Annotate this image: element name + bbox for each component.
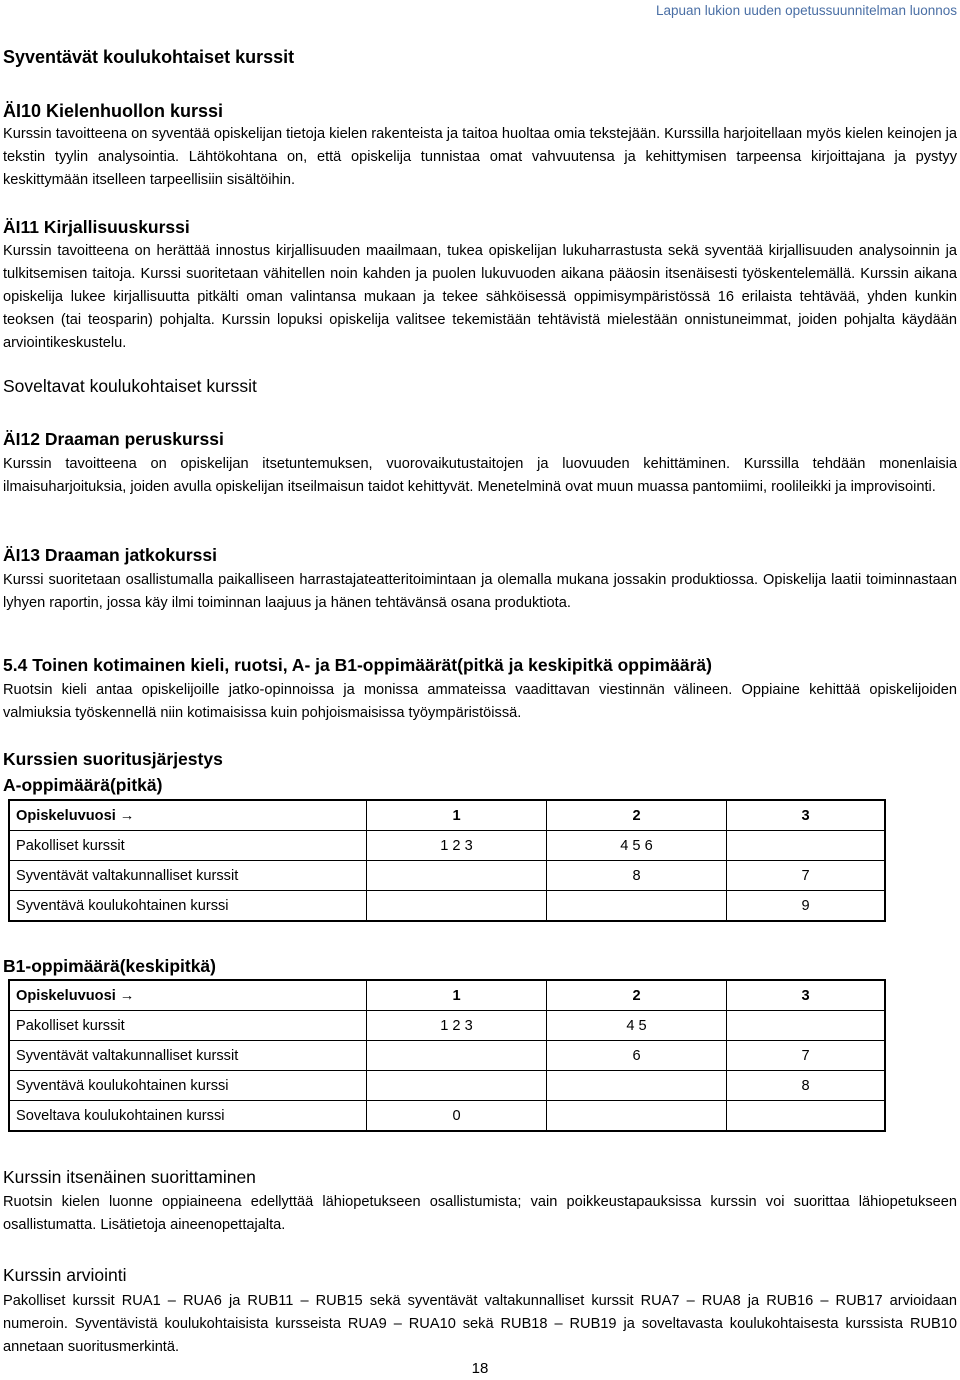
table-row bbox=[9, 831, 885, 861]
table-row bbox=[9, 891, 885, 922]
table-cell: 6 bbox=[547, 1041, 727, 1071]
heading-5-4: 5.4 Toinen kotimainen kieli, ruotsi, A- ja B1-oppimäärät(pitkä ja keskipitkä oppimäärä) bbox=[3, 655, 712, 675]
table-cell: 1 bbox=[367, 980, 547, 1011]
heading-arviointi: Kurssin arviointi bbox=[3, 1265, 127, 1285]
table-cell: 4 5 6 bbox=[547, 831, 727, 861]
table-cell bbox=[727, 831, 886, 861]
heading-ai12: ÄI12 Draaman peruskurssi bbox=[3, 429, 224, 449]
heading-soveltavat: Soveltavat koulukohtaiset kurssit bbox=[3, 376, 257, 396]
paragraph-ai12-text: Kurssin tavoitteena on opiskelijan itsetuntemuksen, vuorovaikutustaitojen ja luovuuden kehittäminen. Kurssilla tehdään monenlaisia ilmaisuharjoituksia, joiden avulla opiskelijan itseilmaisun taidot kehittyvät. Menetelminä ovat muun muassa pantomiimi, roolileikki ja improvisointi. bbox=[3, 456, 957, 495]
heading-ai13: ÄI13 Draaman jatkokurssi bbox=[3, 545, 217, 565]
table-row bbox=[9, 1071, 885, 1101]
paragraph-ai12 bbox=[3, 453, 957, 499]
heading-b1-oppimaara: B1-oppimäärä(keskipitkä) bbox=[3, 956, 216, 976]
table-cell: 8 bbox=[727, 1071, 886, 1101]
table-cell: 1 bbox=[367, 800, 547, 831]
heading-syventavat: Syventävät koulukohtaiset kurssit bbox=[3, 47, 295, 67]
table-a-oppimaara bbox=[8, 799, 886, 922]
table-row bbox=[9, 1101, 885, 1132]
paragraph-arviointi bbox=[3, 1290, 957, 1359]
running-header: Lapuan lukion uuden opetussuunnitelman luonnos bbox=[656, 3, 957, 18]
table-cell: Opiskeluvuosi → bbox=[9, 800, 367, 831]
heading-ai11: ÄI11 Kirjallisuuskurssi bbox=[3, 217, 190, 237]
paragraph-arviointi-text: Pakolliset kurssit RUA1 – RUA6 ja RUB11 – RUB15 sekä syventävät valtakunnalliset kurssit RUA7 – RUA8 ja RUB16 – RUB17 arvioidaan numeroin. Syventävistä koulukohtaisista kursseista RUA9 – RUA10 sekä RUB18 – RUB19 ja soveltavasta koulukohtaisesta kurssista RUB10 annetaan suoritusmerkintä. bbox=[3, 1293, 957, 1355]
table-cell: 9 bbox=[727, 891, 886, 922]
paragraph-ai13 bbox=[3, 569, 957, 615]
heading-suoritusjarjestys: Kurssien suoritusjärjestys bbox=[3, 749, 223, 769]
paragraph-5-4 bbox=[3, 679, 957, 725]
table-row bbox=[9, 861, 885, 891]
paragraph-itsenainen bbox=[3, 1191, 957, 1237]
table-cell: 1 2 3 bbox=[367, 831, 547, 861]
table-row bbox=[9, 1011, 885, 1041]
page-number: 18 bbox=[471, 1360, 489, 1377]
table-cell: Syventävät valtakunnalliset kurssit bbox=[9, 1041, 367, 1071]
table-cell bbox=[367, 1041, 547, 1071]
table-cell: 4 5 bbox=[547, 1011, 727, 1041]
table-cell bbox=[547, 891, 727, 922]
table-cell bbox=[547, 1071, 727, 1101]
paragraph-ai13-text: Kurssi suoritetaan osallistumalla paikalliseen harrastajateatteritoimintaan ja olemalla mukana jossakin produktiossa. Opiskelija laatii toiminnastaan lyhyen raportin, jossa käy ilmi toiminnan laajuus ja hänen tehtävänsä osana produktiota. bbox=[3, 572, 957, 611]
table-cell: Opiskeluvuosi → bbox=[9, 980, 367, 1011]
table-cell: 2 bbox=[547, 980, 727, 1011]
table-cell: 2 bbox=[547, 800, 727, 831]
table-b1-oppimaara bbox=[8, 979, 886, 1132]
table-cell: 1 2 3 bbox=[367, 1011, 547, 1041]
table-cell: 3 bbox=[727, 800, 886, 831]
table-b-header-row bbox=[9, 980, 885, 1011]
table-cell: Pakolliset kurssit bbox=[9, 831, 367, 861]
table-cell: 7 bbox=[727, 861, 886, 891]
table-cell: Syventävä koulukohtainen kurssi bbox=[9, 891, 367, 922]
table-cell: 8 bbox=[547, 861, 727, 891]
paragraph-ai10 bbox=[3, 123, 957, 192]
paragraph-itsenainen-text: Ruotsin kielen luonne oppiaineena edellyttää lähiopetukseen osallistumista; vain poikkeustapauksissa kurssin voi suorittaa lähiopetukseen osallistumatta. Lisätietoja aineenopettajalta. bbox=[3, 1194, 957, 1233]
table-cell: 3 bbox=[727, 980, 886, 1011]
table-cell bbox=[727, 1011, 886, 1041]
heading-a-oppimaara: A-oppimäärä(pitkä) bbox=[3, 775, 163, 795]
table-cell: Syventävät valtakunnalliset kurssit bbox=[9, 861, 367, 891]
table-cell bbox=[367, 1071, 547, 1101]
heading-itsenainen: Kurssin itsenäinen suorittaminen bbox=[3, 1167, 256, 1187]
table-cell: Syventävä koulukohtainen kurssi bbox=[9, 1071, 367, 1101]
table-cell: 7 bbox=[727, 1041, 886, 1071]
table-row bbox=[9, 1041, 885, 1071]
heading-ai10: ÄI10 Kielenhuollon kurssi bbox=[3, 101, 224, 121]
table-cell bbox=[367, 891, 547, 922]
table-cell: Pakolliset kurssit bbox=[9, 1011, 367, 1041]
table-cell: Soveltava koulukohtainen kurssi bbox=[9, 1101, 367, 1132]
paragraph-ai11-text: Kurssin tavoitteena on herättää innostus kirjallisuuden maailmaan, tukea opiskelijan lukuharrastusta sekä syventää kirjallisuuden analysoinnin ja tulkitsemisen taitoja. Kurssi suoritetaan vähitellen noin kahden ja puolen lukuvuoden aikana pääosin itsenäisesti työskentelemällä. Kurssin aikana opiskelija lukee kirjallisuutta pitkälti oman valintansa mukaan ja tekee sähköisessä oppimisympäristössä 16 erilaista tehtävää, yhden kunkin teoksen (tai teosparin) pohjalta. Kurssin lopuksi opiskelija valitsee tekemistään tehtävistä mielestään onnistuneimmat, joiden pohjalta käydään arviointikeskustelu. bbox=[3, 243, 957, 351]
table-cell bbox=[367, 861, 547, 891]
paragraph-ai10-text: Kurssin tavoitteena on syventää opiskelijan tietoja kielen rakenteista ja taitoa huoltaa omia tekstejään. Kurssilla harjoitellaan myös kielen keinojen ja tekstin tyylin analysointia. Lähtökohtana on, että opiskelija tunnistaa omat vahvuutensa ja kehittymisen tarpeensa kirjoittajana ja pystyy keskittymään itselleen tarpeellisiin sisältöihin. bbox=[3, 126, 958, 188]
paragraph-5-4-text: Ruotsin kieli antaa opiskelijoille jatko-opinnoissa ja monissa ammateissa vaadittavan viestinnän välineen. Oppiaine kehittää opiskelijoiden valmiuksia työskennellä niin kotimaisissa kuin pohjoismaisissa työympäristöissä. bbox=[3, 682, 957, 721]
table-cell bbox=[547, 1101, 727, 1132]
table-cell bbox=[727, 1101, 886, 1132]
table-cell: 0 bbox=[367, 1101, 547, 1132]
table-a-header-row bbox=[9, 800, 885, 831]
paragraph-ai11 bbox=[3, 240, 957, 355]
